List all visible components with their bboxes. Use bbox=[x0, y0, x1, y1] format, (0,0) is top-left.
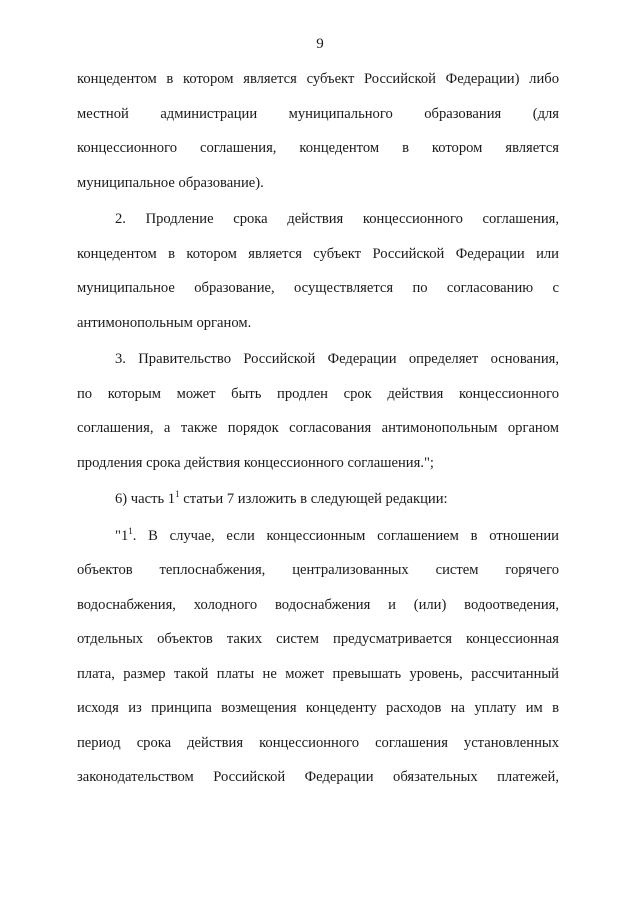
paragraph-item-3 bbox=[77, 342, 559, 480]
text-line: отдельных объектов таких систем предусматривается концессионная bbox=[77, 631, 559, 647]
text-line: соглашения, а также порядок согласования антимонопольным органом bbox=[77, 420, 559, 436]
text-line: период срока действия концессионного соглашения установленных bbox=[77, 734, 559, 751]
superscript: 1 bbox=[128, 525, 133, 536]
text-line bbox=[77, 519, 559, 554]
text-fragment: 6) часть 1 bbox=[115, 491, 176, 507]
text-line: исходя из принципа возмещения концеденту расходов на уплату им в bbox=[77, 700, 559, 716]
text-line: местной администрации муниципального образования (для bbox=[77, 105, 559, 122]
paragraph-item-2 bbox=[77, 202, 559, 340]
text-line: по которым может быть продлен срок действия концессионного bbox=[77, 385, 559, 402]
page-number: 9 bbox=[316, 36, 324, 52]
text-line: продления срока действия концессионного соглашения."; bbox=[77, 454, 434, 471]
text-line: 3. Правительство Российской Федерации определяет основания, bbox=[115, 351, 559, 367]
text-line: объектов теплоснабжения, централизованных систем горячего bbox=[77, 562, 559, 578]
text-fragment: "1 bbox=[115, 527, 129, 544]
superscript: 1 bbox=[175, 489, 180, 500]
text-line: концедентом в котором является субъект Российской Федерации) либо bbox=[77, 71, 559, 87]
text-line: законодательством Российской Федерации обязательных платежей, bbox=[77, 769, 559, 785]
text-line: водоснабжения, холодного водоснабжения и (или) водоотведения, bbox=[77, 596, 559, 613]
text-line: плата, размер такой платы не может превышать уровень, рассчитанный bbox=[77, 665, 559, 682]
text-line: муниципальное образование, осуществляется по согласованию с bbox=[77, 280, 559, 296]
paragraph-quoted-1-1 bbox=[77, 519, 559, 795]
text-line: 2. Продление срока действия концессионного соглашения, bbox=[115, 211, 559, 227]
text-fragment: . В случае, если концессионным соглашением в отношении bbox=[132, 527, 559, 544]
text-line: концессионного соглашения, концедентом в котором является bbox=[77, 140, 559, 156]
text-fragment: статьи 7 изложить в следующей редакции: bbox=[179, 491, 448, 507]
text-line: антимонопольным органом. bbox=[77, 314, 252, 331]
text-line: муниципальное образование). bbox=[77, 174, 264, 191]
paragraph-item-6 bbox=[77, 482, 559, 517]
text-line bbox=[77, 482, 559, 517]
paragraph-continuation bbox=[77, 62, 559, 200]
document-body bbox=[77, 62, 559, 795]
text-line: концедентом в котором является субъект Российской Федерации или bbox=[77, 245, 559, 262]
